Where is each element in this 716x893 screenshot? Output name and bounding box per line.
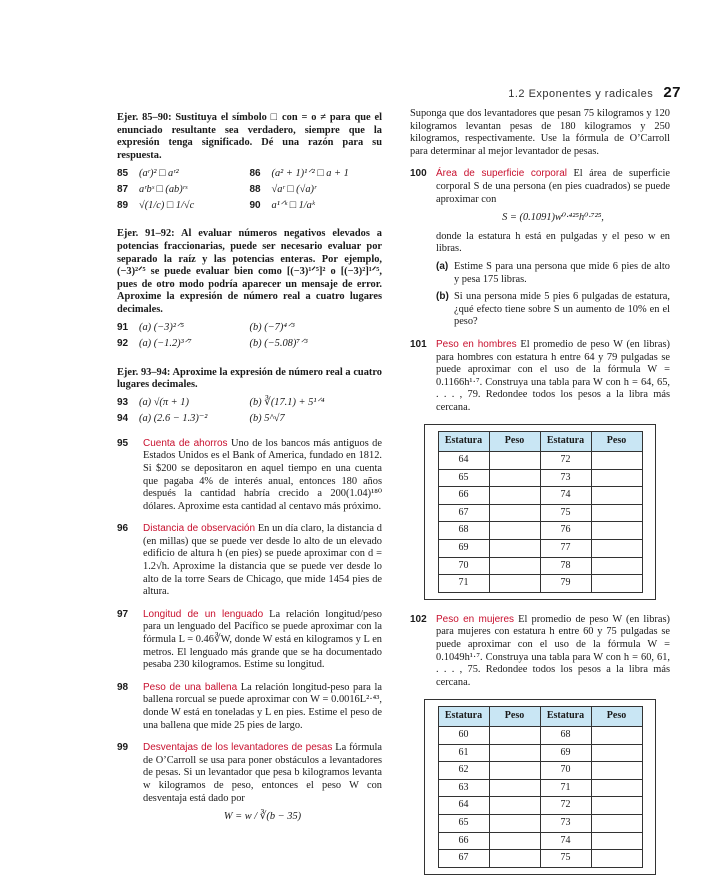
problem-title: Área de superficie corporal: [436, 168, 567, 180]
table-row: [438, 814, 642, 832]
exercise-item: [250, 337, 383, 353]
exercise-part-b: (b) 5^√7: [249, 413, 285, 425]
problem-95: [117, 438, 382, 514]
table-row: [438, 504, 642, 522]
section-label: 1.2 Exponentes y radicales: [508, 88, 654, 100]
table-header: Estatura: [438, 432, 489, 452]
weight-cell: [591, 850, 642, 868]
weight-cell: [591, 469, 642, 487]
height-cell: 69: [438, 540, 489, 558]
problem-title: Cuenta de ahorros: [143, 437, 228, 449]
problem-title: Peso en hombres: [436, 338, 517, 350]
weight-cell: [489, 487, 540, 505]
height-cell: 76: [540, 522, 591, 540]
height-cell: 75: [540, 850, 591, 868]
height-cell: 74: [540, 832, 591, 850]
weight-cell: [489, 540, 540, 558]
exercise-item: [250, 182, 383, 198]
height-cell: 70: [438, 557, 489, 575]
weight-cell: [489, 797, 540, 815]
table-header: Peso: [489, 432, 540, 452]
problem-text: La relación longitud-peso para la ballena rorcual se puede aproximar con W = 0.0016L²·⁴³, donde W está en toneladas y L en pies. Estime el peso de una ballena que mide 25 pies de largo.: [143, 681, 382, 731]
problem-number: 98: [117, 681, 129, 693]
height-cell: 65: [438, 814, 489, 832]
problem-text: Uno de los bancos más antiguos de Estados Unidos es el Bank of America, fundado en 1812. Si $200 se depositaron en aquel tiempo en una cuenta que pagaba 4% de interés anual, entonces 180 años después la cantidad habría crecido a 200(1.04)¹⁸⁰ dólares. Aproxime esta cantidad al centavo más próximo.: [143, 437, 382, 512]
weight-table-men: [438, 431, 643, 592]
weight-cell: [591, 540, 642, 558]
height-cell: 67: [438, 504, 489, 522]
weight-cell: [591, 744, 642, 762]
weight-cell: [489, 575, 540, 593]
problem-number: 100: [410, 168, 427, 180]
table-header: Peso: [489, 707, 540, 727]
table-header: Peso: [591, 707, 642, 727]
weight-cell: [489, 779, 540, 797]
weight-cell: [591, 504, 642, 522]
weight-cell: [489, 726, 540, 744]
problem-number: 96: [117, 523, 129, 535]
problem-number: 95: [117, 437, 129, 449]
weight-cell: [489, 522, 540, 540]
exercise-item: [117, 182, 250, 198]
problem-99-continuation: Suponga que dos levantadores que pesan 75 kilogramos y 120 kilogramos levantan pesas de 180 kilogramos y 250 kilogramos, respectivamente. Use la fórmula de O’Carroll para determinar al mejor levantador de pesas.: [410, 108, 670, 157]
problem-number: 101: [410, 338, 427, 350]
table-row: [438, 797, 642, 815]
table-row: [438, 850, 642, 868]
exercise-item: [117, 396, 250, 412]
problem-number: 102: [410, 613, 427, 625]
table-header: Estatura: [540, 432, 591, 452]
weight-cell: [591, 779, 642, 797]
weight-cell: [489, 832, 540, 850]
exercise-number: 92: [117, 338, 129, 350]
table-row: [438, 540, 642, 558]
problem-97: [117, 609, 382, 672]
table-row: [438, 762, 642, 780]
table-header: Estatura: [438, 707, 489, 727]
exercise-item: [250, 198, 383, 214]
subpart-b: [436, 291, 670, 329]
table-row: [438, 744, 642, 762]
height-cell: 65: [438, 469, 489, 487]
problem-title: Distancia de observación: [143, 523, 256, 535]
height-cell: 69: [540, 744, 591, 762]
exercise-item: [117, 198, 250, 214]
instructions-93-94: Ejer. 93–94: Aproxime la expresión de número real a cuatro lugares decimales.: [117, 366, 382, 391]
table-header: Estatura: [540, 707, 591, 727]
weight-cell: [591, 575, 642, 593]
problem-text: donde la estatura h está en pulgadas y el peso w en libras.: [436, 230, 670, 255]
exercise-expression: √aʳ □ (√a)ʳ: [271, 184, 317, 196]
height-cell: 66: [438, 487, 489, 505]
subpart-text: Si una persona mide 5 pies 6 pulgadas de estatura, ¿qué efecto tiene sobre S un aumento de 10% en el peso?: [454, 291, 670, 328]
height-cell: 64: [438, 452, 489, 470]
height-cell: 63: [438, 779, 489, 797]
weight-cell: [489, 850, 540, 868]
formula: S = (0.1091)w⁰·⁴²⁵h⁰·⁷²⁵,: [502, 212, 604, 224]
height-cell: 68: [438, 522, 489, 540]
problem-100: [410, 168, 670, 329]
height-cell: 60: [438, 726, 489, 744]
height-cell: 73: [540, 469, 591, 487]
exercise-part-a: (a) (−3)²ᐟ⁵: [139, 322, 184, 334]
table-row: [438, 575, 642, 593]
table-row: [438, 832, 642, 850]
exercise-part-b: (b) ∛(17.1) + 5¹ᐟ⁴: [249, 397, 325, 409]
problem-text: La fórmula de O’Carroll se usa para poner obstáculos a levantadores de pesas. Si un levantador que pesa b kilogramos levanta w kilogramos de peso, entonces el peso W con desventaja está dado por: [143, 742, 382, 804]
problem-98: [117, 682, 382, 732]
problem-text: El promedio de peso W (en libras) para hombres con estatura h entre 64 y 79 pulgadas se puede aproximar con el uso de la fórmula W = 0.1166h¹·⁷. Construya una tabla para W con h = 64, 65, . . . , 79. Redondee todos los pesos a la libra más cercana.: [436, 338, 670, 413]
exercise-number: 91: [117, 322, 129, 334]
problem-number: 99: [117, 742, 129, 754]
exercise-item: [117, 321, 250, 337]
problem-text: En un día claro, la distancia d (en millas) que se puede ver desde lo alto de un elevado edificio de altura h (en pies) se puede aproximar con d = 1.2√h. Aproxime la distancia que se puede ver desde lo alto de la torre Sears de Chicago, que mide 1454 pies de altura.: [143, 523, 382, 598]
subpart-a: [436, 261, 670, 286]
height-cell: 64: [438, 797, 489, 815]
running-header: [508, 84, 681, 101]
weight-cell: [591, 487, 642, 505]
formula: W = w / ∛(b − 35): [223, 811, 302, 823]
height-cell: 62: [438, 762, 489, 780]
exercise-number: 87: [117, 184, 129, 196]
weight-cell: [591, 832, 642, 850]
height-cell: 77: [540, 540, 591, 558]
exercise-item: [117, 412, 250, 428]
height-cell: 73: [540, 814, 591, 832]
exercise-expression: aʳbˢ □ (ab)ʳˢ: [139, 184, 188, 196]
subpart-text: Estime S para una persona que mide 6 pies de alto y pesa 175 libras.: [454, 260, 670, 285]
left-column: [117, 112, 382, 830]
exercise-item: [250, 396, 383, 412]
exercise-grid-93-94: [117, 396, 382, 428]
exercise-item: [250, 321, 383, 337]
exercise-part-a: (a) √(π + 1): [139, 397, 189, 409]
exercise-part-b: (b) (−7)⁴ᐟ³: [249, 322, 295, 334]
problem-number: 97: [117, 608, 129, 620]
problem-101: [410, 339, 670, 415]
exercise-item: [117, 337, 250, 353]
exercise-grid-91-92: [117, 321, 382, 353]
height-cell: 72: [540, 797, 591, 815]
exercise-item: [117, 166, 250, 182]
weight-cell: [591, 557, 642, 575]
exercise-number: 90: [249, 200, 261, 212]
page-number: 27: [663, 84, 681, 101]
exercise-number: 94: [117, 413, 129, 425]
table-row: [438, 452, 642, 470]
exercise-expression: a¹ᐟᵏ □ 1/aᵏ: [271, 200, 315, 212]
height-cell: 79: [540, 575, 591, 593]
height-cell: 61: [438, 744, 489, 762]
weight-cell: [591, 762, 642, 780]
exercise-number: 93: [117, 397, 129, 409]
table-row: [438, 522, 642, 540]
problem-title: Desventajas de los levantadores de pesas: [143, 742, 333, 754]
weight-cell: [591, 452, 642, 470]
weight-cell: [489, 504, 540, 522]
weight-cell: [591, 814, 642, 832]
table-row: [438, 557, 642, 575]
right-column: [410, 108, 670, 875]
problem-102: [410, 614, 670, 690]
height-cell: 66: [438, 832, 489, 850]
table-row: [438, 487, 642, 505]
weight-cell: [489, 557, 540, 575]
problem-99: [117, 742, 382, 830]
height-cell: 71: [438, 575, 489, 593]
table-row: [438, 779, 642, 797]
problem-96: [117, 523, 382, 599]
weight-cell: [489, 744, 540, 762]
weight-cell: [489, 452, 540, 470]
table-row: [438, 469, 642, 487]
exercise-item: [250, 412, 383, 428]
height-cell: 70: [540, 762, 591, 780]
exercise-part-a: (a) (2.6 − 1.3)⁻²: [139, 413, 208, 425]
table-frame-102: [424, 699, 656, 874]
weight-cell: [591, 797, 642, 815]
exercise-part-a: (a) (−1.2)³ᐟ⁷: [139, 338, 192, 350]
weight-table-women: [438, 706, 643, 867]
weight-cell: [489, 762, 540, 780]
exercise-part-b: (b) (−5.08)⁷ᐟ³: [249, 338, 308, 350]
exercise-expression: (a² + 1)¹ᐟ² □ a + 1: [271, 168, 349, 180]
exercise-number: 88: [249, 184, 261, 196]
subpart-label: (a): [436, 260, 449, 272]
problem-title: Peso en mujeres: [436, 613, 515, 625]
height-cell: 67: [438, 850, 489, 868]
problem-text: El promedio de peso W (en libras) para mujeres con estatura h entre 60 y 75 pulgadas se puede aproximar con el uso de la fórmula W = 0.1049h¹·⁷. Construya una tabla para W con h = 60, 61, . . . , 75. Redondee todos los pesos a la libra más cercana.: [436, 613, 670, 688]
height-cell: 75: [540, 504, 591, 522]
problem-title: Longitud de un lenguado: [143, 608, 264, 620]
problem-text: El área de superficie corporal S de una persona (en pies cuadrados) se puede aproximar con: [436, 168, 671, 205]
exercise-expression: (aʳ)² □ aʳ²: [139, 168, 179, 180]
problem-text: La relación longitud/peso para un lenguado del Pacífico se puede aproximar con la fórmula L = 0.46∛W, donde W está en kilogramos y L en metros. El lenguado más grande que se ha documentado pesaba 230 kilogramos. Estime su longitud.: [143, 608, 382, 671]
weight-cell: [591, 522, 642, 540]
instructions-85-90: Ejer. 85–90: Sustituya el símbolo □ con = o ≠ para que el enunciado resultante sea verdadero, siempre que la expresión tenga significado. Dé una razón para su respuesta.: [117, 112, 382, 161]
height-cell: 68: [540, 726, 591, 744]
exercise-number: 89: [117, 200, 129, 212]
exercise-number: 85: [117, 168, 129, 180]
instructions-91-92: Ejer. 91–92: Al evaluar números negativos elevados a potencias fraccionarias, puede ser necesario evaluar por separado la raíz y las potencias enteras. Por ejemplo, (−3)²ᐟ⁵ se puede evaluar bien como [(−3)¹ᐟ⁵]² o [(−3)²]¹ᐟ⁵, pues de otro modo podría aparecer un mensaje de error. Aproxime la expresión de número real a cuatro lugares decimales.: [117, 228, 382, 315]
weight-cell: [489, 469, 540, 487]
height-cell: 78: [540, 557, 591, 575]
weight-cell: [489, 814, 540, 832]
problem-title: Peso de una ballena: [143, 681, 238, 693]
subpart-label: (b): [436, 291, 449, 303]
height-cell: 74: [540, 487, 591, 505]
weight-cell: [591, 726, 642, 744]
exercise-item: [250, 166, 383, 182]
exercise-number: 86: [249, 168, 261, 180]
height-cell: 71: [540, 779, 591, 797]
height-cell: 72: [540, 452, 591, 470]
table-row: [438, 726, 642, 744]
table-header: Peso: [591, 432, 642, 452]
table-frame-101: [424, 424, 656, 599]
exercise-grid-85-90: [117, 166, 382, 214]
exercise-expression: √(1/c) □ 1/√c: [139, 200, 195, 212]
